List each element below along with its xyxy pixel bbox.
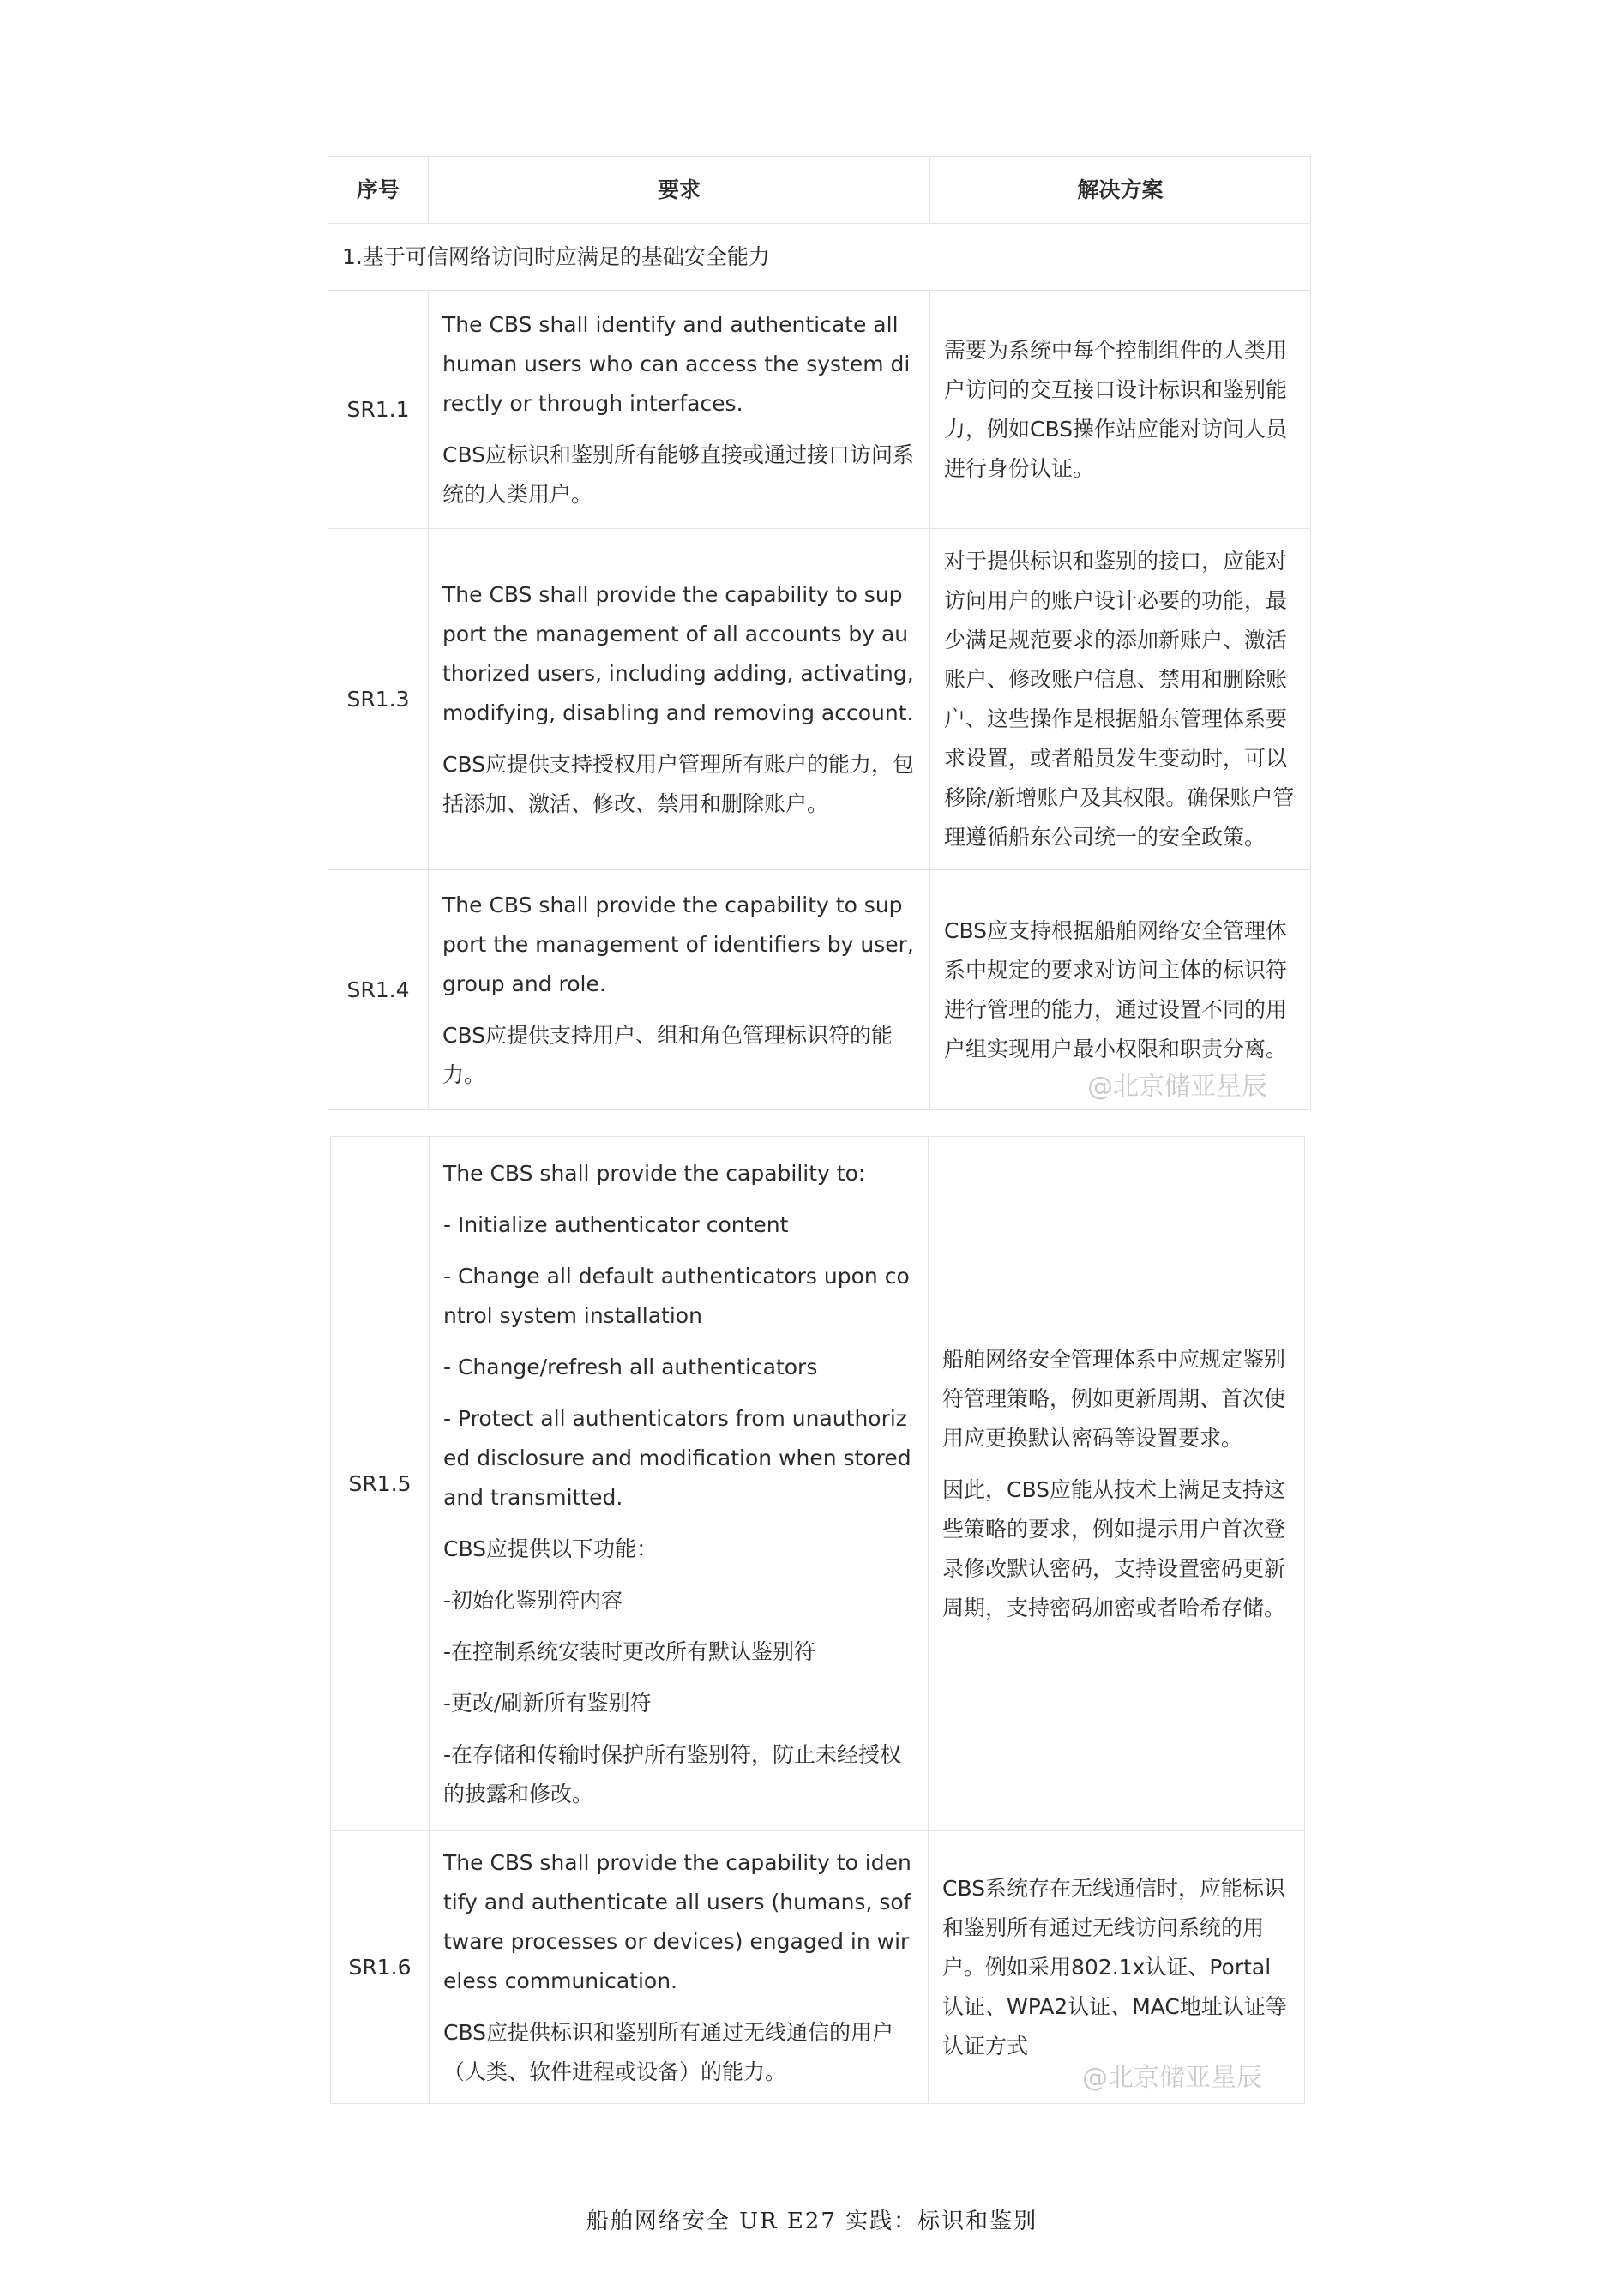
table-row: [328, 291, 1311, 529]
solution-cell: CBS应支持根据船舶网络安全管理体系中规定的要求对访问主体的标识符进行管理的能力，通过设置不同的用户组实现用户最小权限和职责分离。: [930, 870, 1311, 1110]
watermark: @北京储亚星辰: [1082, 2063, 1262, 2093]
solution-line: 因此，CBS应能从技术上满足支持这些策略的要求，例如提示用户首次登录修改默认密码，支持设置密码更新周期，支持密码加密或者哈希存储。: [942, 1476, 1286, 1620]
requirement-cell: [429, 529, 930, 870]
requirement-line: -在存储和传输时保护所有鉴别符，防止未经授权的披露和修改。: [443, 1741, 902, 1806]
requirements-table-2: [330, 1136, 1305, 2104]
section-title: 1.基于可信网络访问时应满足的基础安全能力: [328, 224, 1311, 291]
requirement-cell: [430, 1831, 929, 2104]
solution-line: 船舶网络安全管理体系中应规定鉴别符管理策略，例如更新周期、首次使用应更换默认密码等设置要求。: [942, 1346, 1286, 1451]
requirement-zh: CBS应提供支持用户、组和角色管理标识符的能力。: [442, 1022, 893, 1087]
requirement-line: The CBS shall provide the capability to:: [443, 1160, 866, 1186]
header-requirement: 要求: [429, 157, 930, 224]
requirement-line: -更改/刷新所有鉴别符: [443, 1690, 652, 1716]
row-id: SR1.4: [328, 870, 429, 1110]
requirement-en: The CBS shall provide the capability to identify and authenticate all users (humans, software processes or devices) engaged in wireless communication.: [443, 1849, 911, 1993]
watermark: @北京储亚星辰: [1087, 1072, 1267, 1102]
requirement-zh: CBS应提供标识和鉴别所有通过无线通信的用户（人类、软件进程或设备）的能力。: [443, 2019, 894, 2084]
requirement-zh: CBS应标识和鉴别所有能够直接或通过接口访问系统的人类用户。: [442, 442, 915, 507]
section-row: [328, 224, 1311, 291]
header-seq: 序号: [328, 157, 429, 224]
requirement-en: The CBS shall provide the capability to support the management of all accounts by authorized users, including adding, activating, modifying, disabling and removing account.: [442, 581, 914, 725]
solution-cell: [929, 1137, 1305, 1831]
solution-cell: CBS系统存在无线通信时，应能标识和鉴别所有通过无线访问系统的用户。例如采用802.1x认证、Portal认证、WPA2认证、MAC地址认证等认证方式: [929, 1831, 1305, 2104]
requirement-en: The CBS shall identify and authenticate all human users who can access the system directly or through interfaces.: [442, 311, 911, 416]
solution-cell: 对于提供标识和鉴别的接口，应能对访问用户的账户设计必要的功能，最少满足规范要求的添加新账户、激活账户、修改账户信息、禁用和删除账户、这些操作是根据船东管理体系要求设置，或者船员发生变动时，可以移除/新增账户及其权限。确保账户管理遵循船东公司统一的安全政策。: [930, 529, 1311, 870]
requirement-line: CBS应提供以下功能：: [443, 1536, 659, 1561]
requirement-line: - Initialize authenticator content: [443, 1211, 789, 1237]
page-footer: 船舶网络安全 UR E27 实践：标识和鉴别: [586, 2209, 1038, 2234]
requirement-cell: [429, 870, 930, 1110]
requirements-table-1: [328, 156, 1311, 1110]
requirement-cell: [429, 291, 930, 529]
requirement-line: -在控制系统安装时更改所有默认鉴别符: [443, 1638, 816, 1664]
requirement-line: - Change all default authenticators upon control system installation: [443, 1263, 910, 1328]
requirement-line: - Change/refresh all authenticators: [443, 1354, 818, 1379]
requirement-cell: [430, 1137, 929, 1831]
requirement-line: -初始化鉴别符内容: [443, 1587, 623, 1613]
row-id: SR1.1: [328, 291, 429, 529]
row-id: SR1.6: [331, 1831, 430, 2104]
solution-cell: 需要为系统中每个控制组件的人类用户访问的交互接口设计标识和鉴别能力，例如CBS操作站应能对访问人员进行身份认证。: [930, 291, 1311, 529]
table-row: [328, 529, 1311, 870]
row-id: SR1.3: [328, 529, 429, 870]
requirement-en: The CBS shall provide the capability to support the management of identifiers by user, group and role.: [442, 892, 914, 996]
header-solution: 解决方案: [930, 157, 1311, 224]
table-row: [331, 1137, 1305, 1831]
requirement-line: - Protect all authenticators from unauthorized disclosure and modification when stored and transmitted.: [443, 1405, 911, 1510]
row-id: SR1.5: [331, 1137, 430, 1831]
requirement-zh: CBS应提供支持授权用户管理所有账户的能力，包括添加、激活、修改、禁用和删除账户。: [442, 751, 915, 816]
table-header-row: [328, 157, 1311, 224]
